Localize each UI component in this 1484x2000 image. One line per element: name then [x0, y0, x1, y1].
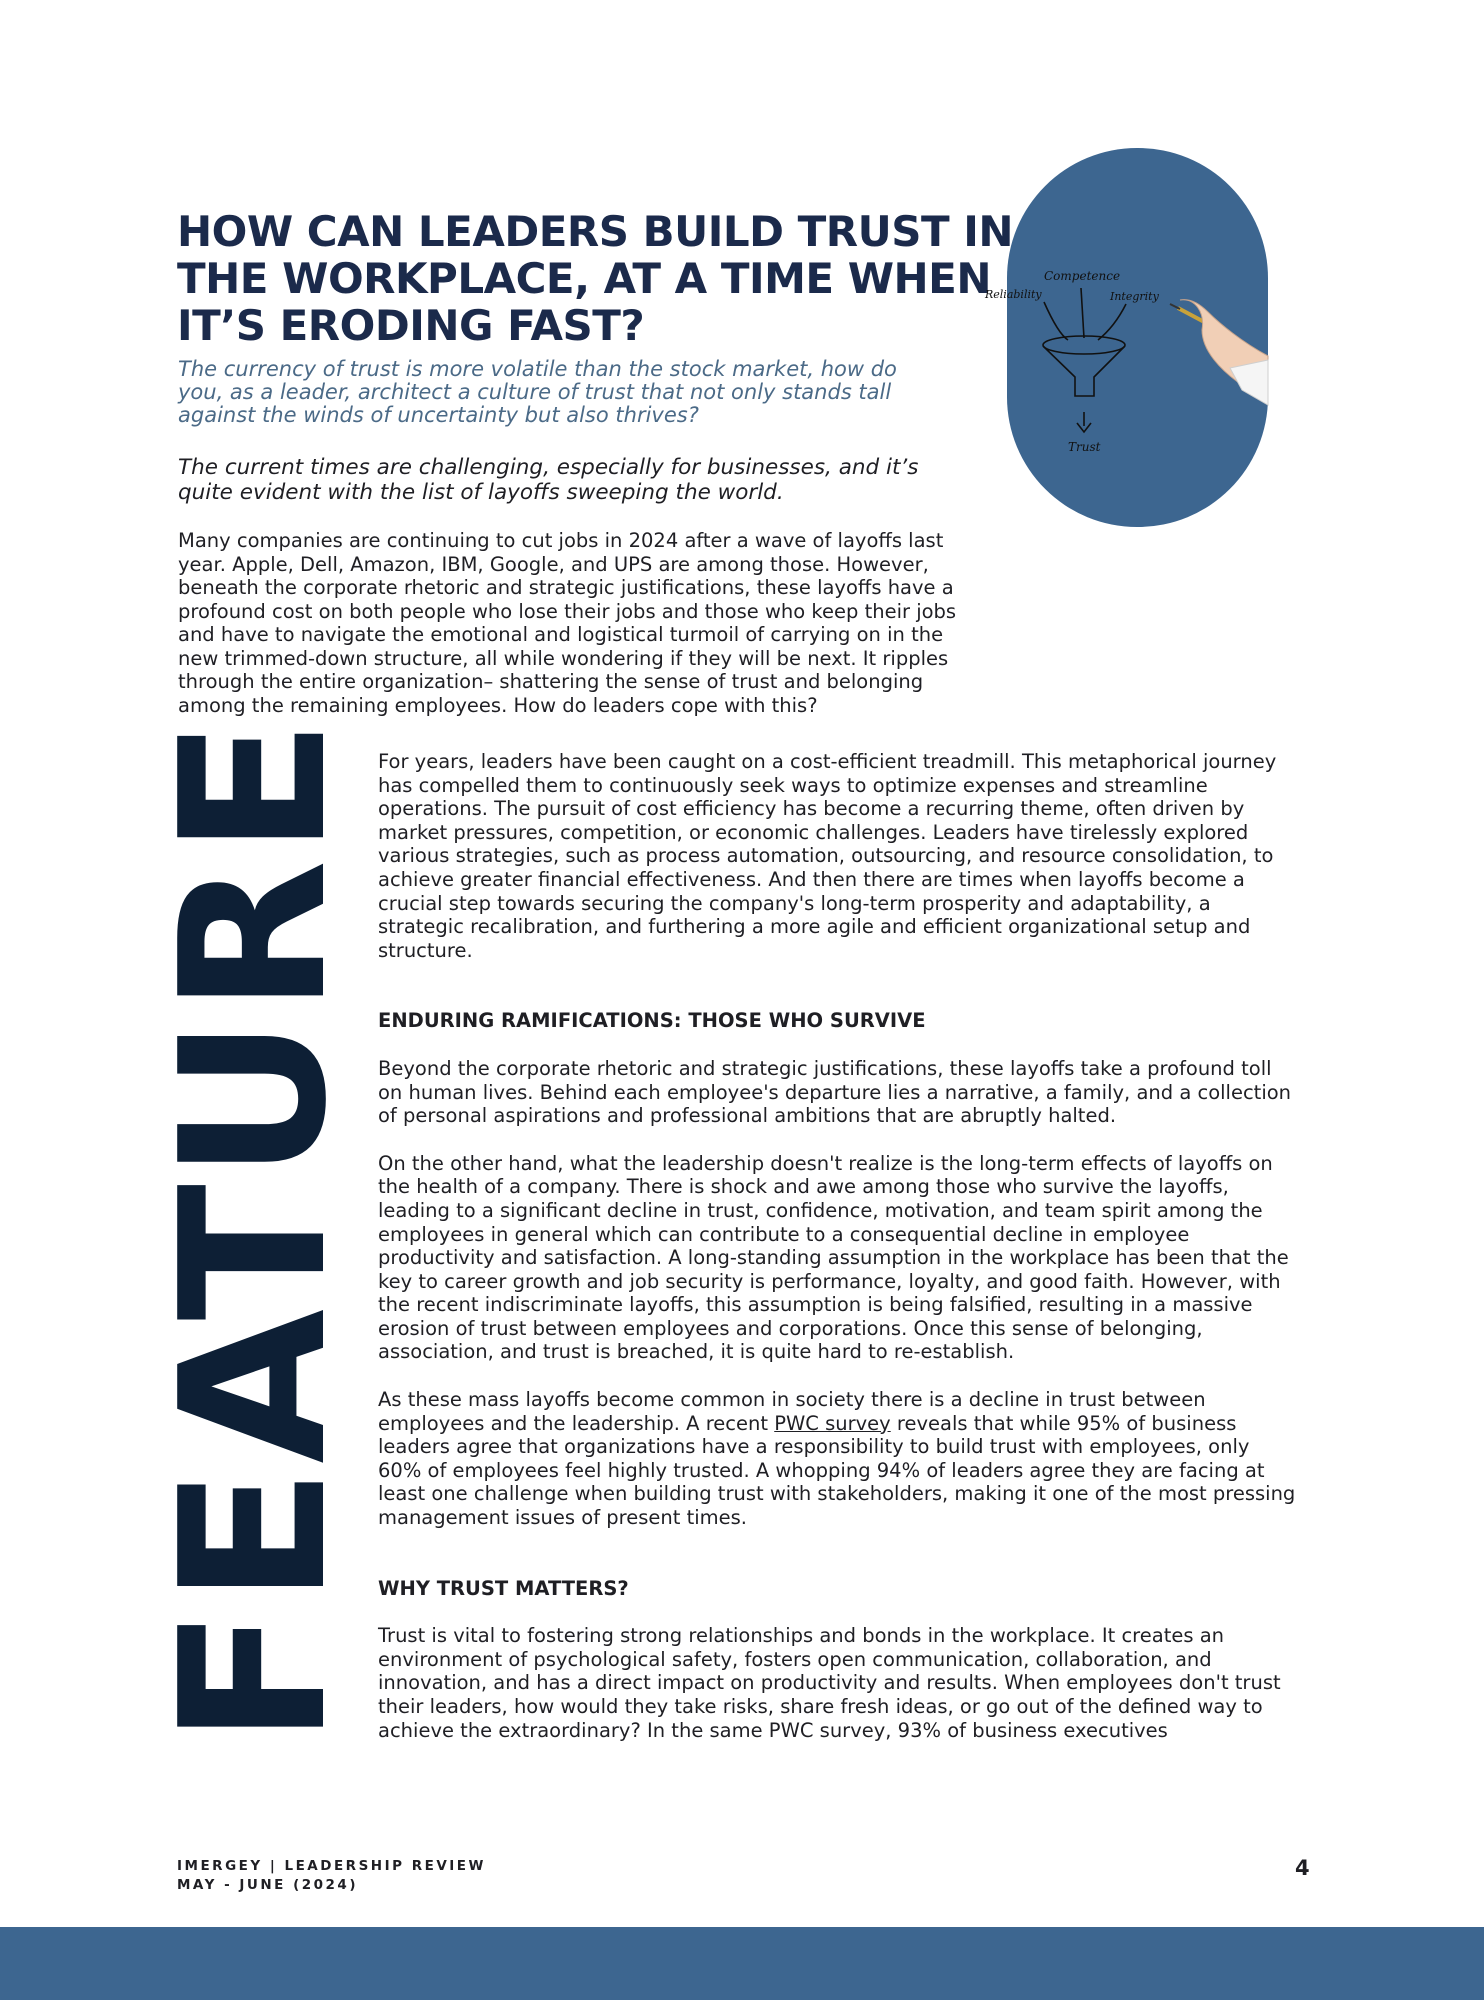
- section-heading-why-trust: WHY TRUST MATTERS?: [378, 1576, 629, 1600]
- label-integrity: Integrity: [1110, 290, 1159, 303]
- hand-with-pen-icon: [1170, 300, 1268, 405]
- article-dek: The currency of trust is more volatile than the stock market, how do you, as a leader, architect a culture of trust that not only stands tall against the winds of uncertainty but also thrives?: [178, 357, 897, 427]
- paragraph-4-text-after: reveals that while 95% of business leaders agree that organizations have a responsibility to build trust with employees, only 60% of employees feel highly trusted. A whopping 94% of leaders agree they are facing at least one challenge when building trust with stakeholders, making it one of the most pressing management issues of present times.: [378, 1411, 1296, 1530]
- pwc-survey-link[interactable]: PWC survey: [774, 1411, 891, 1435]
- label-reliability: Reliability: [985, 288, 1042, 301]
- page-number: 4: [1295, 1856, 1310, 1880]
- headline-line-3: IT’S ERODING FAST?: [177, 301, 645, 350]
- footer-publication: IMERGEY | LEADERSHIP REVIEW: [177, 1858, 486, 1874]
- article-body: [378, 750, 1298, 1766]
- footer-publication-info: [177, 1857, 486, 1895]
- trust-funnel-diagram: [980, 260, 1280, 500]
- paragraph-4-text-before: As these mass layoffs become common in society there is a decline in trust between employees and the leadership. A recent: [378, 1388, 1206, 1435]
- section-label-feature: FEATURE: [138, 715, 371, 1745]
- article-intro: Many companies are continuing to cut jobs in 2024 after a wave of layoffs last year. Apple, Dell, Amazon, IBM, Google, and UPS are among those. However, beneath the corporate rhetoric and strategic justifications, these layoffs have a profound cost on both people who lose their jobs and those who keep their jobs and have to navigate the emotional and logistical turmoil of carrying on in the new trimmed-down structure, all while wondering if they will be next. It ripples through the entire organization– shattering the sense of trust and belonging among the remaining employees. How do leaders cope with this?: [178, 529, 957, 717]
- headline-line-1: HOW CAN LEADERS BUILD TRUST IN: [177, 207, 1014, 256]
- headline-line-2: THE WORKPLACE, AT A TIME WHEN: [177, 254, 992, 303]
- body-paragraph-1: For years, leaders have been caught on a cost-efficient treadmill. This metaphorical journey has compelled them to continuously seek ways to optimize expenses and streamline operations. The pursuit of cost efficiency has become a recurring theme, often driven by market pressures, competition, or economic challenges. Leaders have tirelessly explored various strategies, such as process automation, outsourcing, and resource consolidation, to achieve greater financial effectiveness. And then there are times when layoffs become a crucial step towards securing the company's long-term prosperity and adaptability, a strategic recalibration, and furthering a more agile and efficient organizational setup and structure.: [378, 750, 1277, 962]
- body-paragraph-3: On the other hand, what the leadership doesn't realize is the long-term effects of layoffs on the health of a company. There is shock and awe among those who survive the layoffs, leading to a significant decline in trust, confidence, motivation, and team spirit among the employees in general which can contribute to a consequential decline in employee productivity and satisfaction. A long-standing assumption in the workplace has been that the key to career growth and job security is performance, loyalty, and good faith. However, with the recent indiscriminate layoffs, this assumption is being falsified, resulting in a massive erosion of trust between employees and corporations. Once this sense of belonging, association, and trust is breached, it is quite hard to re-establish.: [378, 1151, 1289, 1364]
- section-heading-ramifications: ENDURING RAMIFICATIONS: THOSE WHO SURVIVE: [378, 1009, 926, 1033]
- label-trust: Trust: [1068, 440, 1101, 454]
- footer-color-bar: [0, 1927, 1484, 2000]
- article-lead: The current times are challenging, especially for businesses, and it’s quite evident with the list of layoffs sweeping the world.: [178, 455, 919, 505]
- footer-issue: MAY - JUNE (2024): [177, 1877, 358, 1893]
- body-paragraph-5: Trust is vital to fostering strong relationships and bonds in the workplace. It creates an environment of psychological safety, fosters open communication, collaboration, and innovation, and has a direct impact on productivity and results. When employees don't trust their leaders, how would they take risks, share fresh ideas, or go out of the defined way to achieve the extraordinary? In the same PWC survey, 93% of business executives: [378, 1624, 1281, 1742]
- body-paragraph-2: Beyond the corporate rhetoric and strategic justifications, these layoffs take a profound toll on human lives. Behind each employee's departure lies a narrative, a family, and a collection of personal aspirations and professional ambitions that are abruptly halted.: [378, 1056, 1292, 1128]
- label-competence: Competence: [1044, 269, 1121, 283]
- body-paragraph-4: [378, 1388, 1298, 1530]
